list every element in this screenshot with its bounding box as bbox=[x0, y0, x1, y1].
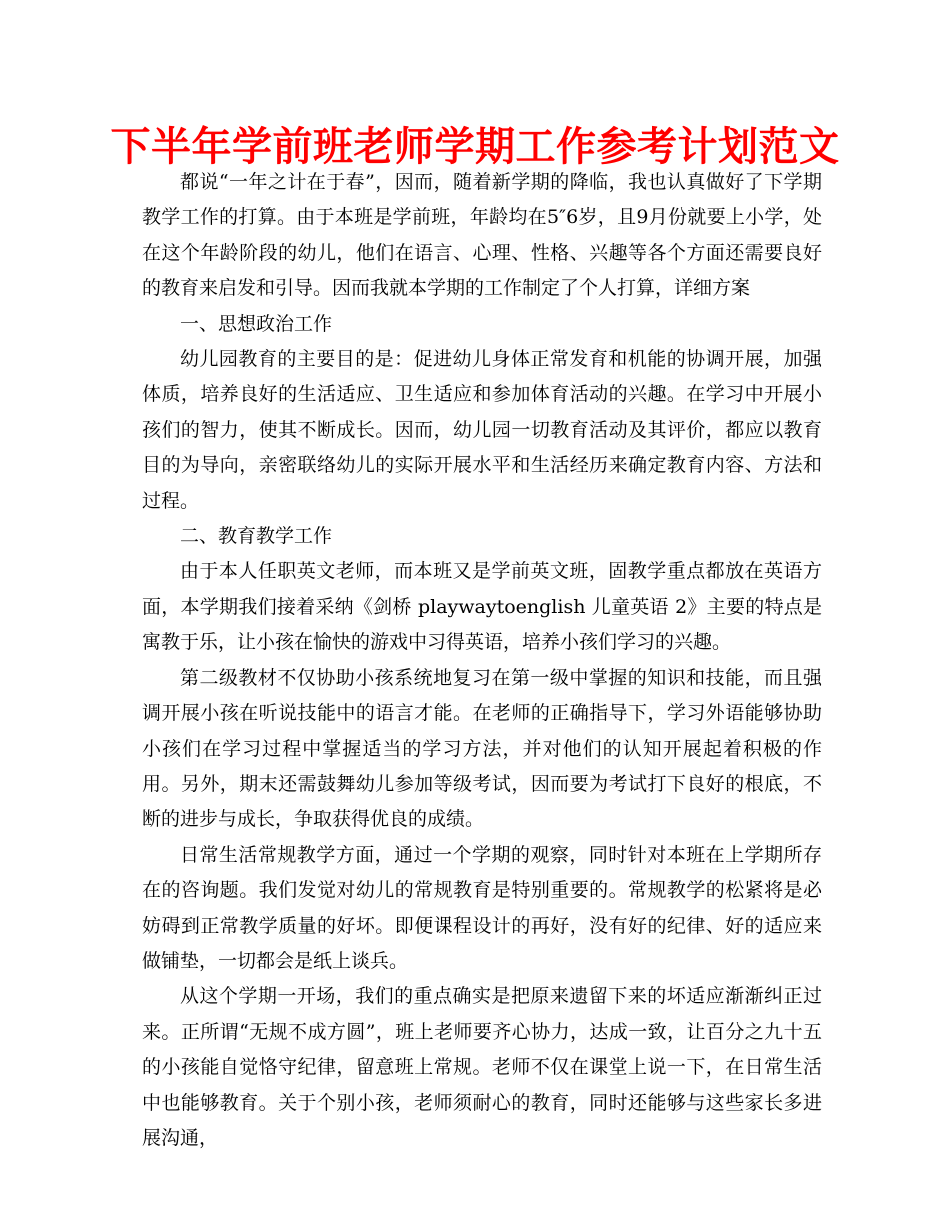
paragraph-daily-routine: 日常生活常规教学方面，通过一个学期的观察，同时针对本班在上学期所存在的咨询题。我们发觉对幼儿的常规教育是特别重要的。常规教学的松紧将是必妨碍到正常教学质量的好坏。即便课程设计的再好，没有好的纪律、好的适应来做铺垫，一切都会是纸上谈兵。 bbox=[142, 843, 822, 972]
document-body bbox=[142, 165, 822, 1156]
paragraph-intro: 都说“一年之计在于春”，因而，随着新学期的降临，我也认真做好了下学期教学工作的打算。由于本班是学前班，年龄均在5″6岁，且9月份就要上小学，处在这个年龄阶段的幼儿，他们在语言、心理、性格、兴趣等各个方面还需要良好的教育来启发和引导。因而我就本学期的工作制定了个人打算，详细方案 bbox=[142, 171, 822, 300]
paragraph-second-level-materials: 第二级教材不仅协助小孩系统地复习在第一级中掌握的知识和技能，而且强调开展小孩在听说技能中的语言才能。在老师的正确指导下，学习外语能够协助小孩们在学习过程中掌握适当的学习方法，并对他们的认知开展起着积极的作用。另外，期末还需鼓舞幼儿参加等级考试，因而要为考试打下良好的根底，不断的进步与成长，争取获得优良的成绩。 bbox=[142, 666, 822, 831]
paragraph-english-teaching: 由于本人任职英文老师，而本班又是学前英文班，固教学重点都放在英语方面，本学期我们接着采纳《剑桥 playwaytoenglish 儿童英语 2》主要的特点是寓教于乐，让小孩在愉快的游戏中习得英语，培养小孩们学习的兴趣。 bbox=[142, 560, 822, 654]
section-heading-teaching-work: 二、教育教学工作 bbox=[180, 525, 333, 548]
paragraph-kindergarten-goals: 幼儿园教育的主要目的是：促进幼儿身体正常发育和机能的协调开展，加强体质，培养良好的生活适应、卫生适应和参加体育活动的兴趣。在学习中开展小孩们的智力，使其不断成长。因而，幼儿园一切教育活动及其评价，都应以教育目的为导向，亲密联络幼儿的实际开展水平和生活经历来确定教育内容、方法和过程。 bbox=[142, 348, 822, 512]
paragraph-semester-start: 从这个学期一开场，我们的重点确实是把原来遗留下来的坏适应渐渐纠正过来。正所谓“无规不成方圆”，班上老师要齐心协力，达成一致，让百分之九十五的小孩能自觉恪守纪律，留意班上常规。老师不仅在课堂上说一下，在日常生活中也能够教育。关于个别小孩，老师须耐心的教育，同时还能够与这些家长多进展沟通， bbox=[142, 985, 822, 1149]
document-title: 下半年学前班老师学期工作参考计划范文 bbox=[110, 124, 840, 170]
section-heading-political-work: 一、思想政治工作 bbox=[180, 312, 333, 335]
